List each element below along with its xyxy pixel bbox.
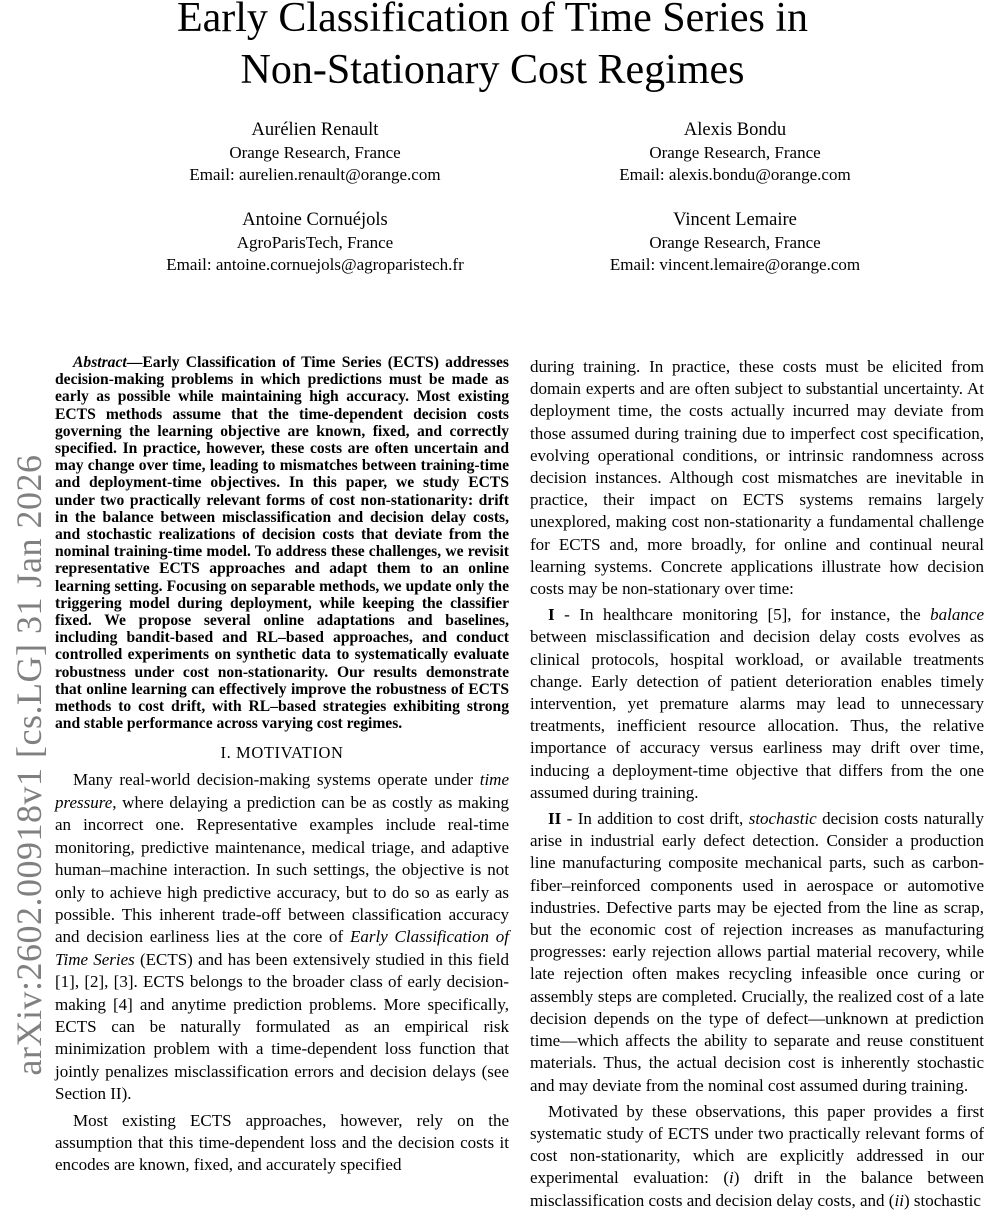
title-line-1: Early Classification of Time Series in bbox=[176, 0, 809, 41]
text-run: Motivated by these observations, this paper provides a first systematic study of ECTS under two practically relevant forms of cost non-stationarity, which are explicitly addressed in our experimental evaluation: ( bbox=[530, 1101, 984, 1188]
author-affiliation: Orange Research, France bbox=[649, 232, 821, 252]
emphasis: Early Classification of Time Series bbox=[55, 927, 509, 969]
text-run: Many real-world decision-making systems operate under bbox=[73, 770, 480, 790]
author-block-2 bbox=[570, 119, 900, 187]
paragraph bbox=[55, 769, 509, 1105]
author-block-3 bbox=[150, 209, 480, 277]
author-email: Email: vincent.lemaire@orange.com bbox=[609, 255, 861, 274]
paper-title bbox=[0, 0, 985, 96]
author-name: Aurélien Renault bbox=[251, 120, 379, 140]
text-run: decision costs naturally arise in industrial early defect detection. Consider a production line manufacturing composite mechanical parts, such as carbon-fiber–reinforced components used in aerospace or automotive industries. Defective parts may be ejected from the line as scrap, but the economic cost of rejection increases as manufacturing progresses: early rejection allows partial material recovery, while late rejection often makes recycling infeasible once curing or assembly steps are completed. Crucially, the realized cost of a late decision depends on the type of defect—unknown at prediction time—which affects the ability to separate and reuse constituent materials. Thus, the actual decision cost is inherently stochastic and may deviate from the nominal cost assumed during training. bbox=[530, 809, 984, 1095]
text-run: (ECTS) and has been extensively studied in this field [1], [2], [3]. ECTS belongs to the broader class of early decision-making [4] and anytime prediction problems. More specifically, ECTS can be naturally formulated as an empirical risk minimization problem with a time-dependent loss function that jointly penalizes misclassification errors and decision delays (see Section II). bbox=[55, 949, 509, 1104]
paragraph: Most existing ECTS approaches, however, rely on the assumption that this time-dependent loss and the decision costs it encodes are known, fixed, and accurately specified bbox=[55, 1110, 509, 1175]
paragraph: during training. In practice, these costs must be elicited from domain experts and are often subject to substantial uncertainty. At deployment time, the costs actually incurred may deviate from those assumed during training due to imperfect cost specification, evolving operational conditions, or intrinsic randomness across decision instances. Although cost mismatches are inevitable in practice, their impact on ECTS systems remains largely unexplored, making cost non-stationarity a fundamental challenge for ECTS and, more broadly, for online and continual neural learning systems. Concrete applications illustrate how decision costs may be non-stationary over time: bbox=[530, 357, 984, 599]
emphasis: ii bbox=[894, 1190, 904, 1210]
text-run: , where delaying a prediction can be as costly as making an incorrect one. Representative examples include real-time monitoring, predictive maintenance, medical triage, and adaptive human–machine interaction. In such settings, the objective is not only to achieve high predictive accuracy, but to do so as early as possible. This inherent trade-off between classification accuracy and decision earliness lies at the core of bbox=[55, 792, 509, 947]
text-run: ) drift in the balance between misclassification costs and decision delay costs, and ( bbox=[530, 1168, 984, 1210]
paragraph bbox=[530, 1101, 984, 1212]
emphasis: i bbox=[729, 1168, 734, 1188]
emphasis: balance bbox=[930, 605, 984, 625]
author-name: Antoine Cornuéjols bbox=[242, 210, 388, 230]
text-run: - In healthcare monitoring [5], for instance, the bbox=[554, 605, 931, 625]
text-run: ) stochastic bbox=[903, 1190, 981, 1210]
text-run: between misclassification and decision delay costs evolves as clinical protocols, hospital workload, or available treatments change. Early detection of patient deterioration enables timely intervention, yet premature alarms may lead to unnecessary treatments, inefficient resource allocation. Thus, the relative importance of accuracy versus earliness may drift over time, inducing a deployment-time objective that differs from the one assumed during training. bbox=[530, 627, 984, 802]
arxiv-identifier: arXiv:2602.00918v1 [cs.LG] 31 Jan 2026 bbox=[9, 454, 49, 1076]
author-affiliation: Orange Research, France bbox=[649, 142, 821, 162]
abstract bbox=[55, 354, 509, 732]
author-block-1 bbox=[150, 119, 480, 187]
abstract-text: —Early Classification of Time Series (ECTS) addresses decision-making problems in which predictions must be made as early as possible while maintaining high accuracy. Most existing ECTS methods assume that the time-dependent decision costs governing the learning objective are known, fixed, and correctly specified. In practice, however, these costs are often uncertain and may change over time, leading to mismatches between training-time and deployment-time objectives. In this paper, we study ECTS under two practically relevant forms of cost non-stationarity: drift in the balance between misclassification and decision delay costs, and stochastic realizations of decision costs that deviate from the nominal training-time model. To address these challenges, we revisit representative ECTS approaches and adapt them to an online learning setting. Focusing on separable methods, we update only the triggering model during deployment, while keeping the classifier fixed. We propose several online adaptations and baselines, including bandit-based and RL–based approaches, and conduct controlled experiments on synthetic data to systematically evaluate robustness under cost non-stationarity. Our results demonstrate that online learning can effectively improve the robustness of ECTS methods to cost drift, with RL–based strategies exhibiting strong and stable performance across varying cost regimes. bbox=[55, 354, 509, 733]
paragraph bbox=[530, 604, 984, 804]
right-column bbox=[530, 356, 984, 1212]
title-line-2: Non-Stationary Cost Regimes bbox=[240, 47, 745, 93]
author-email: Email: antoine.cornuejols@agroparistech.fr bbox=[166, 255, 464, 274]
author-name: Vincent Lemaire bbox=[673, 210, 797, 230]
item-label: II bbox=[548, 809, 562, 829]
text-run: - In addition to cost drift, bbox=[561, 809, 749, 829]
author-email: Email: aurelien.renault@orange.com bbox=[189, 165, 441, 184]
emphasis: time pressure bbox=[55, 770, 509, 812]
item-label: I bbox=[548, 605, 555, 625]
author-affiliation: AgroParisTech, France bbox=[236, 232, 394, 252]
paragraph bbox=[530, 808, 984, 1097]
author-email: Email: alexis.bondu@orange.com bbox=[619, 165, 851, 184]
author-name: Alexis Bondu bbox=[683, 120, 787, 140]
emphasis: stochastic bbox=[748, 809, 817, 829]
author-block-4 bbox=[570, 209, 900, 277]
abstract-label: Abstract bbox=[73, 354, 127, 371]
left-column bbox=[55, 354, 509, 1177]
author-affiliation: Orange Research, France bbox=[229, 142, 401, 162]
section-heading: I. MOTIVATION bbox=[220, 743, 344, 763]
